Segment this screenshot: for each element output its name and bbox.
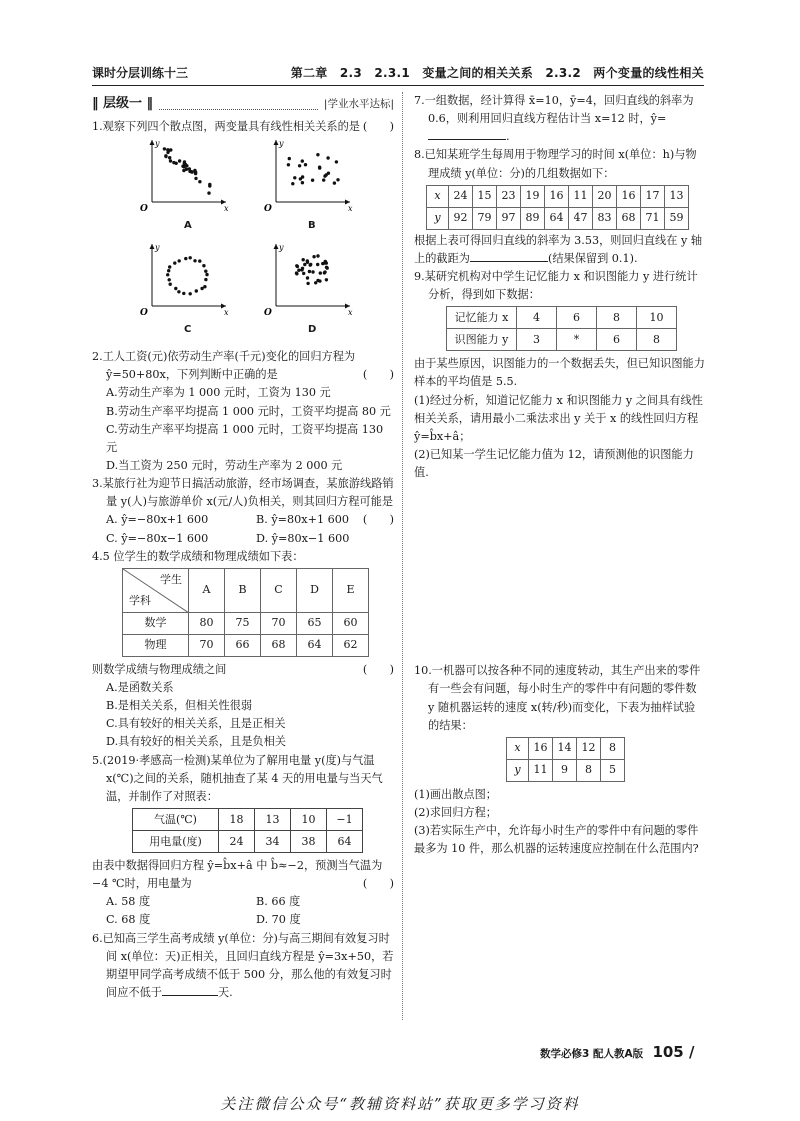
book-title: 数学必修3 配人教A版 xyxy=(540,1048,644,1060)
scatter-point xyxy=(319,272,322,275)
scatter-point xyxy=(178,159,181,162)
q5-stem: 5.(2019·孝感高一检测)某单位为了解用电量 y(度)与气温 x(℃)之间的关系，随机抽查了某 4 天的用电量与当天气温，并制作了对照表： xyxy=(92,753,383,803)
scatter-point xyxy=(316,263,319,266)
scatter-point xyxy=(167,149,170,152)
q1-stem: 1.观察下列四个散点图，两变量具有线性相关关系的是 ( ) xyxy=(92,118,394,136)
q5-option-b: B. 66 度 xyxy=(256,895,301,909)
scatter-point xyxy=(293,176,296,179)
q9-p3: (2)已知某一学生记忆能力值为 12，请预测他的识图能力值. xyxy=(414,447,694,480)
scatter-point xyxy=(323,261,326,264)
axis-origin: O xyxy=(140,204,148,213)
scatter-point xyxy=(295,264,298,267)
q5-paren: ( ) xyxy=(362,877,394,891)
axis-origin: O xyxy=(140,308,148,317)
q9-data-table xyxy=(446,306,677,351)
scatter-point xyxy=(190,171,193,174)
q4-student-b: B xyxy=(225,568,261,612)
q8-data-table xyxy=(426,185,689,230)
scatter-point xyxy=(194,177,197,180)
level-tag: |学业水平达标| xyxy=(323,97,394,110)
scatter-point xyxy=(166,273,169,276)
scatter-point xyxy=(183,165,186,168)
footer-slogan: 关注微信公众号“教辅资料站”获取更多学习资料 xyxy=(220,1095,580,1113)
q4-stem: 4.5 位学生的数学成绩和物理成绩如下表： xyxy=(92,549,304,563)
level-dots xyxy=(159,98,318,110)
scatter-point xyxy=(297,269,300,272)
q3-option-c: C. ŷ=−80x−1 600 xyxy=(106,531,209,545)
scatter-point xyxy=(316,153,319,156)
q5-temp-row: 气温(℃) 18 13 10 −1 xyxy=(133,808,363,830)
scatter-point xyxy=(302,272,305,275)
scatter-label-b: B xyxy=(308,220,316,232)
scatter-point xyxy=(301,181,304,184)
q6-stem: 6.已知高三学生高考成绩 y(单位：分)与高三期间有效复习时间 x(单位：天)正相关，且回归直线方程是 ŷ=3x+50，若期望甲同学高考成绩不低于 500 分，那么他的有效复习时间应不低于 天. xyxy=(92,931,394,999)
q9-x-row: 记忆能力 x 4 6 8 10 xyxy=(447,307,677,329)
scatter-point xyxy=(309,263,312,266)
page-footer xyxy=(540,1040,710,1064)
page-header xyxy=(92,60,704,86)
q7-blank xyxy=(428,128,506,140)
scatter-point xyxy=(311,270,314,273)
q10-stem: 10.一机器可以按各种不同的速度转动，其生产出来的零件有一些会有问题，每小时生产的零件中有问题的零件数 y 随机器运转的速度 x(转/秒)而变化，下表为抽样试验的结果： xyxy=(414,664,701,732)
scatter-point xyxy=(178,259,181,262)
q4-math-row: 数学 80 75 70 65 60 xyxy=(123,612,369,634)
q10-p1: (1)画出散点图； xyxy=(414,787,497,801)
q1-paren: ( ) xyxy=(362,120,394,133)
scatter-point xyxy=(302,258,305,261)
axis-origin: O xyxy=(264,308,272,317)
lesson-title: 课时分层训练十三 xyxy=(92,66,189,80)
q8-y-row: y 92 79 97 89 64 47 83 68 71 59 xyxy=(427,207,689,229)
scatter-plot-a xyxy=(140,136,230,212)
scatter-point xyxy=(177,290,180,293)
scatter-point xyxy=(189,292,192,295)
q9-stem: 9.某研究机构对中学生记忆能力 x 和识图能力 y 进行统计分析，得到如下数据： xyxy=(414,269,698,302)
q4-option-c: C.具有较好的相关关系，且是正相关 xyxy=(106,717,286,731)
q10-y-row: y 11 9 8 5 xyxy=(507,759,625,781)
axis-x-label: x xyxy=(348,204,353,213)
scatter-label-c: C xyxy=(184,324,192,336)
column-divider xyxy=(402,92,403,1020)
q2-option-a: A.劳动生产率为 1 000 元时，工资为 130 元 xyxy=(106,386,331,400)
q2-option-c: C.劳动生产率平均提高 1 000 元时，工资平均提高 130 元 xyxy=(106,422,384,454)
q3-options-row2 xyxy=(92,530,394,548)
q4-physics-row: 物理 70 66 68 64 62 xyxy=(123,634,369,656)
scatter-point xyxy=(189,256,192,259)
axis-y-label: y xyxy=(155,243,160,253)
scatter-point xyxy=(188,167,191,170)
left-column xyxy=(92,92,394,1002)
scatter-point xyxy=(173,262,176,265)
scatter-point xyxy=(312,255,315,258)
q3-option-d: D. ŷ=80x−1 600 xyxy=(256,531,350,545)
scatter-point xyxy=(288,157,291,160)
q5-power-row: 用电量(度) 24 34 38 64 xyxy=(133,830,363,852)
scatter-point xyxy=(303,263,306,266)
q3-stem: 3.某旅行社为迎节日搞活动旅游，经市场调查，某旅游线路销量 y(人)与旅游单价 x(元/人)负相关，则其回归方程可能是 ( ) xyxy=(92,475,394,511)
scatter-point xyxy=(174,287,177,290)
scatter-point xyxy=(163,147,166,150)
q8-after: 根据上表可得回归直线的斜率为 3.53，则回归直线在 y 轴上的截距为 (结果保留到 0.1). xyxy=(414,233,703,265)
q5-option-c: C. 68 度 xyxy=(106,913,151,927)
axis-x-label: x xyxy=(348,308,353,317)
q10-data-table xyxy=(506,737,625,782)
chapter-title: 第二章 2.3 2.3.1 变量之间的相关关系 2.3.2 两个变量的线性相关 xyxy=(290,66,704,80)
scatter-point xyxy=(195,289,198,292)
q10-x-row: x 16 14 12 8 xyxy=(507,737,625,759)
level-bar xyxy=(92,92,394,116)
scatter-point xyxy=(323,271,326,274)
q3-option-b: B. ŷ=80x+1 600 xyxy=(256,513,349,527)
scatter-point xyxy=(168,156,171,159)
scatter-point xyxy=(194,172,197,175)
q3-options-row1 xyxy=(92,511,394,529)
q3-option-a: A. ŷ=−80x+1 600 xyxy=(106,513,209,527)
scatter-point xyxy=(167,269,170,272)
scatter-point xyxy=(198,180,201,183)
axis-y-label: y xyxy=(155,139,160,149)
q5-options-row2 xyxy=(92,911,394,929)
q2-stem: 2.工人工资(元)依劳动生产率(千元)变化的回归方程为 ŷ=50+80x，下列判断中正确的是 ( ) xyxy=(92,348,394,384)
q8-stem: 8.已知某班学生每周用于物理学习的时间 x(单位：h)与物理成绩 y(单位：分)的几组数据如下： xyxy=(414,148,697,180)
page-number: 105 / xyxy=(652,1043,695,1061)
axis-x-label: x xyxy=(224,204,229,213)
q8-x-row: x 24 15 23 19 16 11 20 16 17 13 xyxy=(427,185,689,207)
scatter-point xyxy=(168,278,171,281)
scatter-point xyxy=(203,285,206,288)
q4-option-a: A.是函数关系 xyxy=(106,680,174,694)
scatter-point xyxy=(169,159,172,162)
q4-corner-bottom: 学科 xyxy=(129,594,151,608)
scatter-point xyxy=(205,273,208,276)
scatter-plot-d xyxy=(264,240,354,316)
scatter-point xyxy=(336,178,339,181)
scatter-point xyxy=(184,257,187,260)
scatter-point xyxy=(204,278,207,281)
q4-option-d: D.具有较好的相关关系，且是负相关 xyxy=(106,735,286,749)
scatter-point xyxy=(169,283,172,286)
q8-blank xyxy=(470,250,548,262)
scatter-point xyxy=(326,156,329,159)
scatter-point xyxy=(311,179,314,182)
scatter-point xyxy=(300,268,303,271)
scatter-point xyxy=(308,270,311,273)
scatter-point xyxy=(322,179,325,182)
q4-student-d: D xyxy=(297,568,333,612)
q4-score-table xyxy=(122,568,369,657)
scatter-point xyxy=(164,155,167,158)
scatter-point xyxy=(208,184,211,187)
q5-option-a: A. 58 度 xyxy=(106,895,151,909)
q4-corner-cell xyxy=(123,568,189,612)
q10-p2: (2)求回归方程； xyxy=(414,805,497,819)
scatter-point xyxy=(304,163,307,166)
q6-blank xyxy=(162,984,218,996)
scatter-point xyxy=(198,260,201,263)
q5-after: 由表中数据得回归方程 ŷ=b̂x+â 中 b̂≈−2，预测当气温为−4 ℃时，用电量为 ( ) xyxy=(92,857,394,893)
q4-after: 则数学成绩与物理成绩之间 ( ) xyxy=(92,661,394,679)
scatter-point xyxy=(182,292,185,295)
q9-y-row: 识图能力 y 3 * 6 8 xyxy=(447,329,677,351)
scatter-point xyxy=(202,264,205,267)
scatter-point xyxy=(333,182,336,185)
scatter-point xyxy=(287,163,290,166)
q3-paren: ( ) xyxy=(362,513,394,527)
axis-origin: O xyxy=(264,204,272,213)
q5-power-table xyxy=(132,808,363,853)
q10-p3: (3)若实际生产中，允许每小时生产的零件中有问题的零件最多为 10 件，那么机器的运转速度应控制在什么范围内? xyxy=(414,824,699,856)
scatter-point xyxy=(168,265,171,268)
scatter-point xyxy=(325,266,328,269)
scatter-point xyxy=(295,272,298,275)
scatter-point xyxy=(306,261,309,264)
scatter-point xyxy=(200,287,203,290)
scatter-point xyxy=(306,282,309,285)
q2-option-b: B.劳动生产率平均提高 1 000 元时，工资平均提高 80 元 xyxy=(106,404,391,418)
level-title: ‖ 层级一 ‖ xyxy=(92,96,154,112)
scatter-point xyxy=(318,280,321,283)
scatter-point xyxy=(204,270,207,273)
q2-paren: ( ) xyxy=(362,368,394,382)
q5-option-d: D. 70 度 xyxy=(256,913,301,927)
scatter-point xyxy=(318,167,321,170)
q4-student-c: C xyxy=(261,568,297,612)
answer-space xyxy=(414,482,706,662)
scatter-point xyxy=(298,164,301,167)
q9-p1: 由于某些原因，识图能力的一个数据丢失，但已知识图能力样本的平均值是 5.5. xyxy=(414,357,705,389)
scatter-point xyxy=(335,160,338,163)
axis-y-label: y xyxy=(279,243,284,253)
q1-scatter-plots xyxy=(92,136,394,348)
scatter-point xyxy=(182,169,185,172)
q7-stem: 7.一组数据，经计算得 x̄=10，ȳ=4，回归直线的斜率为 0.6，则利用回归直线方程估计当 x=12 时，ŷ=. xyxy=(414,94,694,144)
q5-options-row1 xyxy=(92,893,394,911)
q4-paren: ( ) xyxy=(362,662,394,676)
scatter-point xyxy=(325,278,328,281)
scatter-point xyxy=(299,177,302,180)
scatter-plot-b xyxy=(264,136,354,212)
scatter-point xyxy=(193,259,196,262)
scatter-point xyxy=(207,192,210,195)
q4-corner-top: 学生 xyxy=(160,572,182,586)
scatter-point xyxy=(301,160,304,163)
scatter-point xyxy=(316,254,319,257)
q9-p2: (1)经过分析，知道记忆能力 x 和识图能力 y 之间具有线性相关关系，请用最小二乘法求出 y 关于 x 的线性回归方程 ŷ=b̂x+â； xyxy=(414,393,703,443)
scatter-point xyxy=(314,281,317,284)
scatter-point xyxy=(306,276,309,279)
scatter-label-d: D xyxy=(308,324,317,336)
axis-y-label: y xyxy=(279,139,284,149)
scatter-label-a: A xyxy=(184,220,192,232)
scatter-point xyxy=(183,160,186,163)
right-column xyxy=(414,92,706,858)
axis-x-label: x xyxy=(224,308,229,317)
scatter-plot-c xyxy=(140,240,230,316)
q4-student-a: A xyxy=(189,568,225,612)
q4-student-e: E xyxy=(333,568,369,612)
scatter-point xyxy=(291,182,294,185)
scatter-point xyxy=(172,161,175,164)
scatter-point xyxy=(325,173,328,176)
q4-option-b: B.是相关关系，但相关性很弱 xyxy=(106,699,253,713)
q2-option-d: D.当工资为 250 元时，劳动生产率为 2 000 元 xyxy=(106,458,343,472)
